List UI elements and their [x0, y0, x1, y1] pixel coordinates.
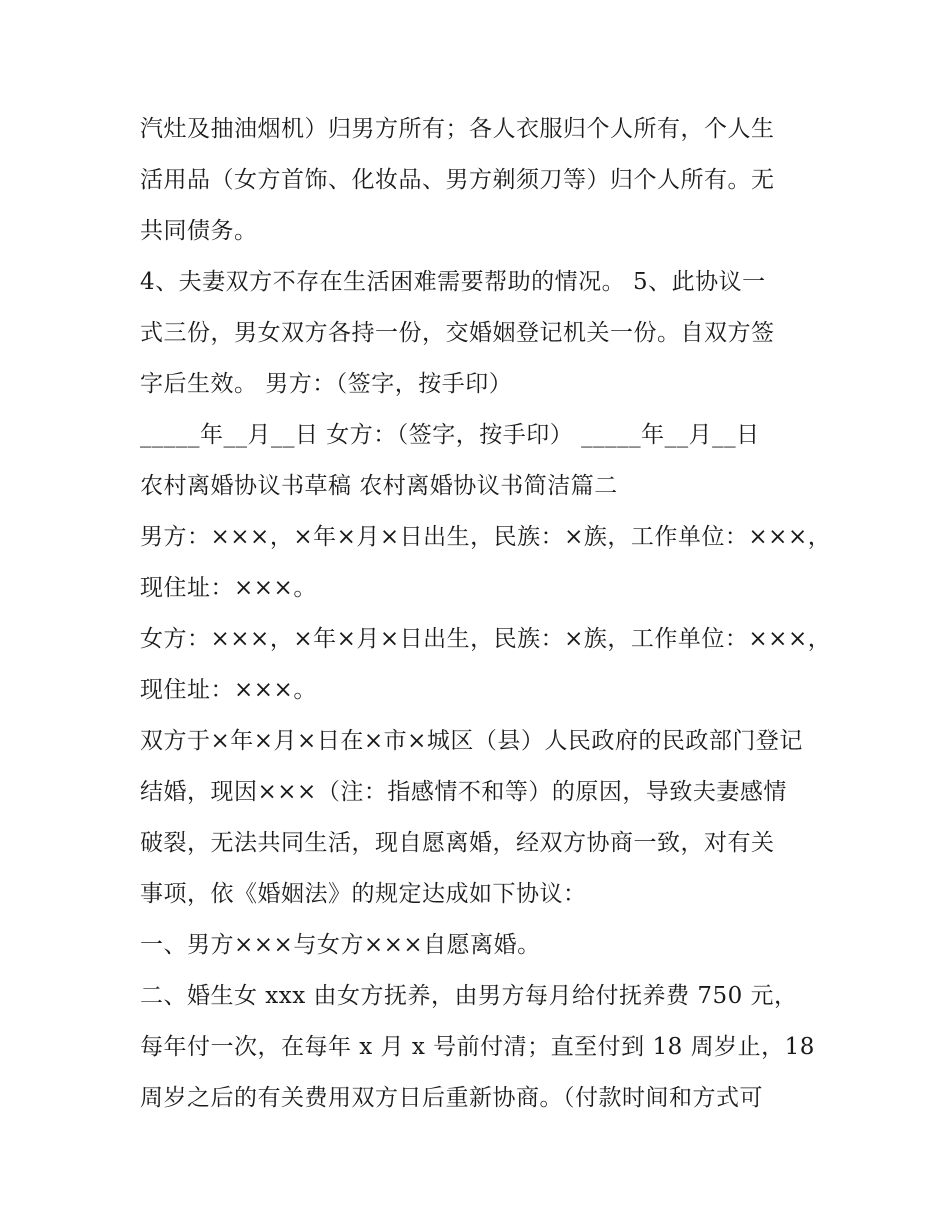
section-heading: 农村离婚协议书草稿 农村离婚协议书简洁篇二 [140, 473, 618, 499]
text-line: 汽灶及抽油烟机）归男方所有；各人衣服归个人所有，个人生 [140, 116, 775, 142]
text-line: 女方：×××，×年×月×日出生，民族：×族，工作单位：×××， [140, 626, 832, 652]
text-line: 共同债务。 [140, 218, 258, 244]
document-body [140, 104, 832, 1124]
text-line: 周岁之后的有关费用双方日后重新协商。（付款时间和方式可 [140, 1085, 763, 1111]
text-line: 式三份，男女双方各持一份，交婚姻登记机关一份。自双方签 [140, 320, 775, 346]
text-line: 字后生效。 男方：（签字，按手印） [140, 371, 513, 397]
text-line: 每年付一次，在每年 x 月 x 号前付清；直至付到 18 周岁止，18 [140, 1034, 815, 1060]
text-line: 男方：×××，×年×月×日出生，民族：×族，工作单位：×××， [140, 524, 832, 550]
text-line: 破裂，无法共同生活，现自愿离婚，经双方协商一致，对有关 [140, 830, 775, 856]
text-line: 结婚，现因×××（注：指感情不和等）的原因，导致夫妻感情 [140, 779, 787, 805]
signature-date-line: _____年__月__日 女方：（签字，按手印） _____年__月__日 [140, 422, 760, 448]
text-line: 活用品（女方首饰、化妆品、男方剃须刀等）归个人所有。无 [140, 167, 775, 193]
text-line: 4、夫妻双方不存在生活困难需要帮助的情况。 5、此协议一 [140, 269, 766, 295]
text-line: 事项，依《婚姻法》的规定达成如下协议： [140, 881, 587, 907]
text-line: 双方于×年×月×日在×市×城区（县）人民政府的民政部门登记 [140, 728, 803, 754]
clause-1: 一、男方×××与女方×××自愿离婚。 [140, 932, 541, 958]
text-line: 现住址：×××。 [140, 677, 317, 703]
clause-2: 二、婚生女 xxx 由女方抚养，由男方每月给付抚养费 750 元， [140, 983, 798, 1009]
text-line: 现住址：×××。 [140, 575, 317, 601]
